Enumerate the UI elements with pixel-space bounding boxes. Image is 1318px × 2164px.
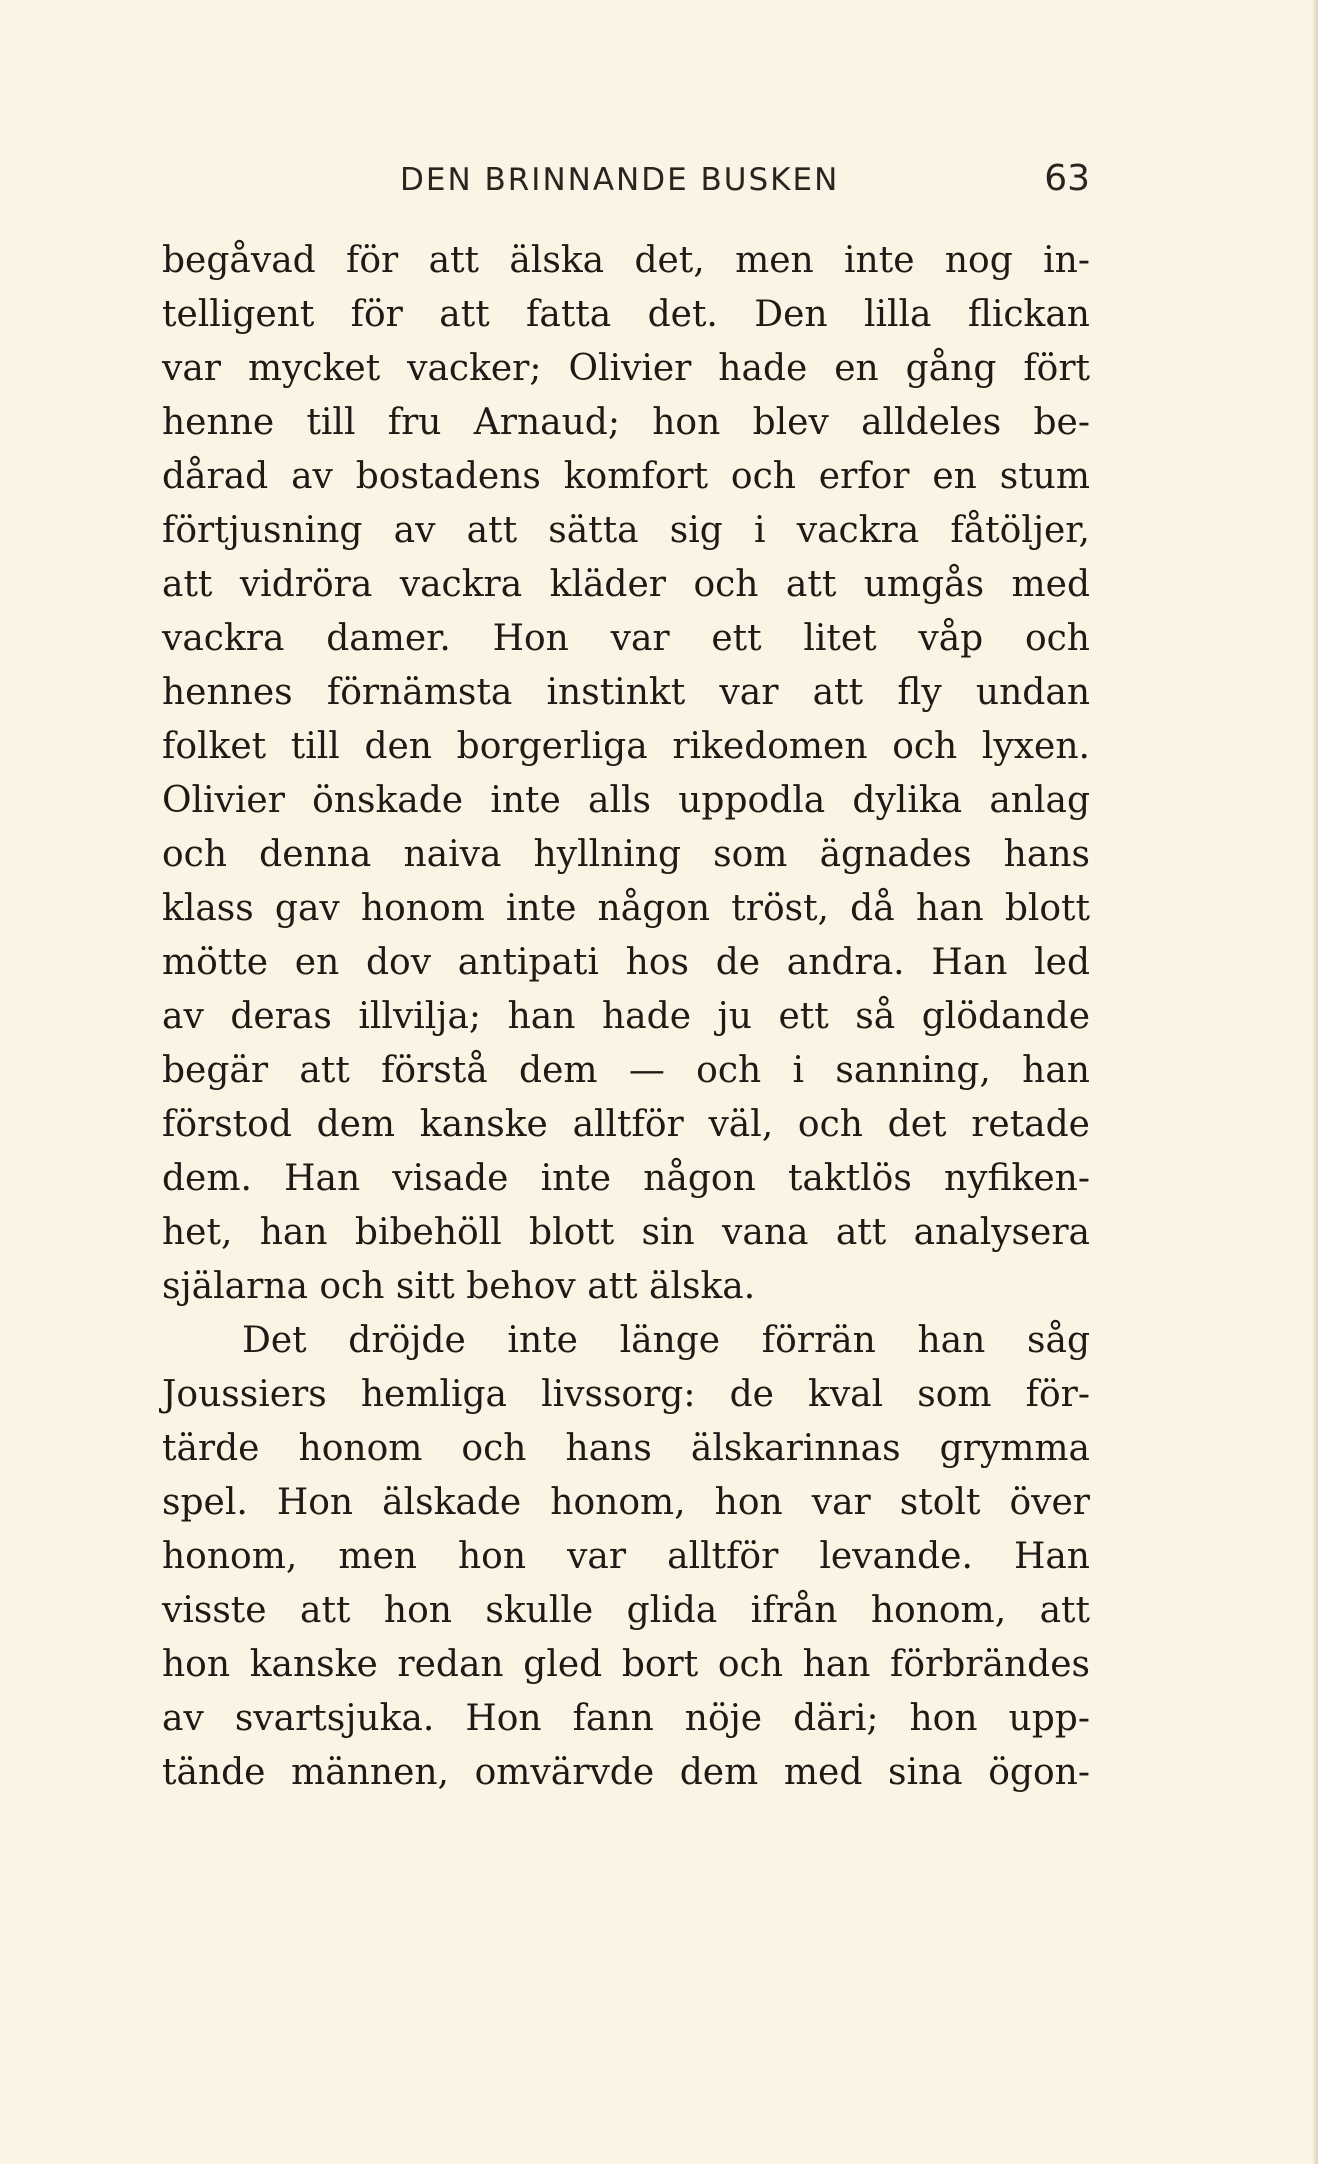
text-line: Olivier önskade inte alls uppodla dylika anlag [162, 780, 1090, 821]
text-line: av svartsjuka. Hon fann nöje däri; hon upp- [162, 1698, 1090, 1739]
text-line: mötte en dov antipati hos de andra. Han led [162, 942, 1090, 983]
text-line: telligent för att fatta det. Den lilla flickan [162, 294, 1090, 335]
text-line: vackra damer. Hon var ett litet våp och [162, 618, 1090, 659]
text-line: begåvad för att älska det, men inte nog in- [162, 240, 1090, 281]
text-line: spel. Hon älskade honom, hon var stolt över [162, 1482, 1090, 1523]
text-line: dårad av bostadens komfort och erfor en stum [162, 456, 1090, 497]
paragraph-end-line: själarna och sitt behov att älska. [162, 1266, 756, 1307]
text-line: henne till fru Arnaud; hon blev alldeles be- [162, 402, 1090, 443]
text-line: klass gav honom inte någon tröst, då han blott [162, 888, 1090, 929]
text-line: hennes förnämsta instinkt var att fly undan [162, 672, 1090, 713]
text-line: förtjusning av att sätta sig i vackra fåtöljer, [162, 510, 1090, 551]
page-number: 63 [1044, 158, 1090, 199]
paragraph-start-line: Det dröjde inte länge förrän han såg [242, 1320, 1090, 1361]
text-line: och denna naiva hyllning som ägnades hans [162, 834, 1090, 875]
text-line: visste att hon skulle glida ifrån honom, att [162, 1590, 1090, 1631]
text-line: begär att förstå dem — och i sanning, han [162, 1050, 1090, 1091]
text-line: förstod dem kanske alltför väl, och det retade [162, 1104, 1090, 1145]
text-line: Joussiers hemliga livssorg: de kval som för- [162, 1374, 1090, 1415]
text-line: av deras illvilja; han hade ju ett så glödande [162, 996, 1090, 1037]
text-line: het, han bibehöll blott sin vana att analysera [162, 1212, 1090, 1253]
text-line: hon kanske redan gled bort och han förbrändes [162, 1644, 1090, 1685]
body-text [162, 234, 1090, 1800]
page-edge-shadow [1312, 0, 1318, 2164]
text-line: dem. Han visade inte någon taktlös nyfiken- [162, 1158, 1090, 1199]
text-line: var mycket vacker; Olivier hade en gång fört [162, 348, 1090, 389]
text-line: att vidröra vackra kläder och att umgås med [162, 564, 1090, 605]
running-head-title: DEN BRINNANDE BUSKEN [400, 162, 840, 198]
text-line: folket till den borgerliga rikedomen och lyxen. [162, 726, 1090, 767]
text-line: tände männen, omvärvde dem med sina ögon- [162, 1752, 1090, 1793]
text-line: tärde honom och hans älskarinnas grymma [162, 1428, 1090, 1469]
text-line: honom, men hon var alltför levande. Han [162, 1536, 1090, 1577]
